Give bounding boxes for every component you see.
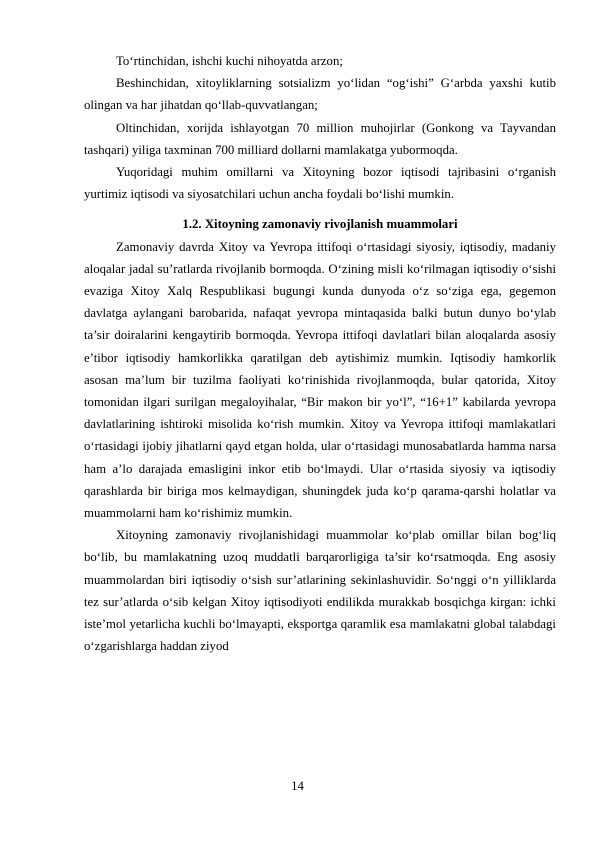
paragraph-fifthly: Beshinchidan, xitoyliklarning sotsializm yo‘lidan “og‘ishi” G‘arbda yaxshi kutib olingan va har jihatdan qo‘llab-quvvatlangan; — [84, 76, 556, 113]
document-page — [84, 50, 556, 657]
paragraph-sixthly: Oltinchidan, xorijda ishlayotgan 70 million muhojirlar (Gonkong va Tayvandan tashqari) yiliga taxminan 700 milliard dollarni mamlakatga yubormoqda. — [84, 120, 556, 157]
paragraph-section-1: Zamonaviy davrda Xitoy va Yevropa ittifoqi o‘rtasidagi siyosiy, iqtisodiy, madaniy aloqalar jadal su’ratlarda rivojlanib bormoqda. O‘zining misli ko‘rilmagan iqtisodiy o‘sishi evaziga Xitoy Xalq Respublikasi bugungi kunda dunyoda o‘z so‘ziga ega, gegemon davlatga aylangani barobarida, nafaqat yevropa mintaqasida balki butun dunyo bo‘ylab ta’sir doiralarini kengaytirib bormoqda. Yevropa ittifoqi davlatlari bilan aloqalarda asosiy e’tibor iqtisodiy hamkorlikka qaratilgan deb aytishimiz mumkin. Iqtisodiy hamkorlik asosan ma’lum bir tuzilma faoliyati ko‘rinishida rivojlanmoqda, bular qatorida, Xitoy tomonidan ilgari surilgan megaloyihalar, “Bir makon bir yo‘l”, “16+1” kabilarda yevropa davlatlarining ishtiroki misolida ko‘rish mumkin. Xitoy va Yevropa ittifoqi mamlakatlari o‘rtasidagi ijobiy jihatlarni qayd etgan holda, ular o‘rtasidagi munosabatlarda hamma narsa ham a’lo darajada emasligini inkor etib bo‘lmaydi. Ular o‘rtasida siyosiy va iqtisodiy qarashlarda bir biriga mos kelmaydigan, shuningdek juda ko‘p qarama-qarshi holatlar va muammolarni ham ko‘rishimiz mumkin. — [84, 239, 556, 521]
page-number: 14 — [291, 779, 304, 793]
paragraph-conclusion: Yuqoridagi muhim omillarni va Xitoyning bozor iqtisodi tajribasini o‘rganish yurtimiz iqtisodi va siyosatchilari uchun ancha foydali bo‘lishi mumkin. — [84, 165, 556, 202]
paragraph-section-2: Xitoyning zamonaviy rivojlanishidagi muammolar ko‘plab omillar bilan bog‘liq bo‘lib, bu mamlakatning uzoq muddatli barqarorligiga ta’sir ko‘rsatmoqda. Eng asosiy muammolardan biri iqtisodiy o‘sish sur’atlarining sekinlashuvidir. So‘nggi o‘n yilliklarda tez sur’atlarda o‘sib kelgan Xitoy iqtisodiyoti endilikda murakkab bosqichga kirgan: ichki iste’mol yetarlicha kuchli bo‘lmayapti, eksportga qaramlik esa mamlakatni global talabdagi o‘zgarishlarga haddan ziyod — [84, 528, 556, 654]
paragraph-fourthly: To‘rtinchidan, ishchi kuchi nihoyatda arzon; — [116, 54, 343, 68]
section-heading: 1.2. Xitoyning zamonaviy rivojlanish muammolari — [182, 217, 458, 232]
